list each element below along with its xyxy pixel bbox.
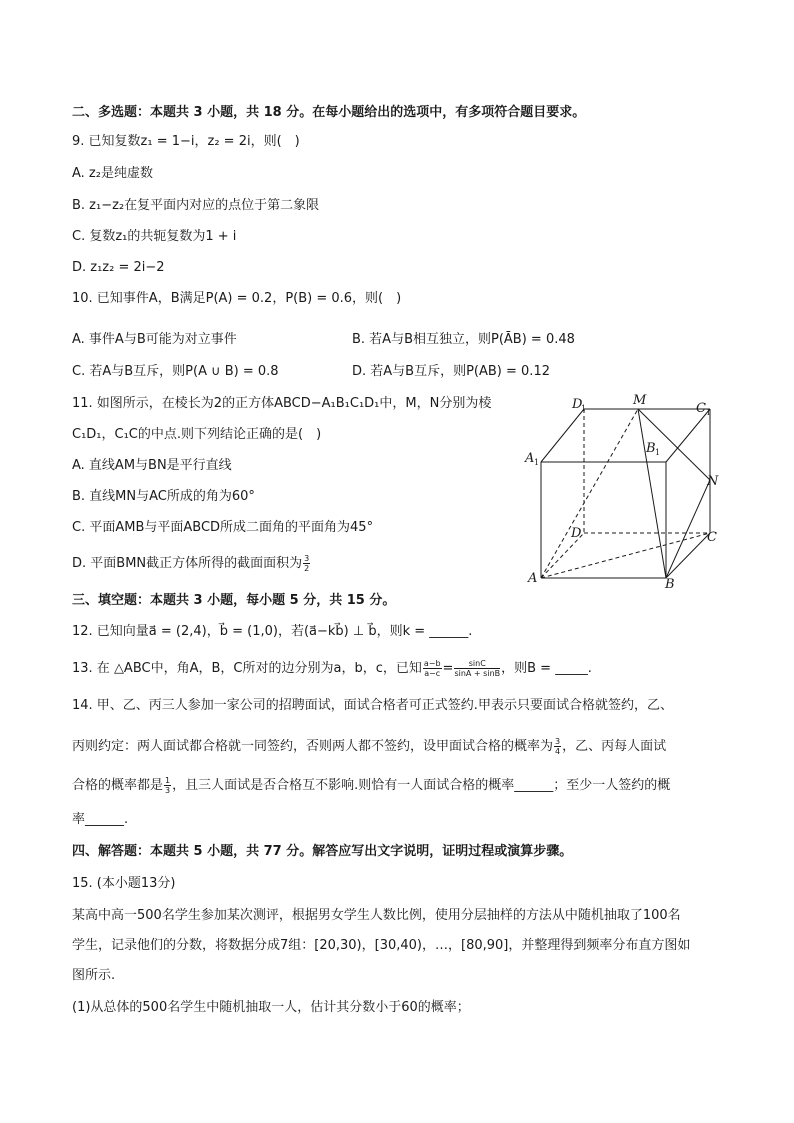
fraction-numerator: sinC (454, 659, 500, 669)
fraction-numerator: 1 (165, 776, 171, 785)
label-c1: C (696, 401, 706, 416)
q9-option-c: C. 复数z₁的共轭复数为1 + i (72, 229, 237, 244)
q14-line2-prefix: 丙则约定：两人面试都合格就一同签约，否则两人都不签约，设甲面试合格的概率为 (72, 739, 554, 754)
question-15-part1: (1)从总体的500名学生中随机抽取一人，估计其分数小于60的概率； (72, 1000, 470, 1015)
q11-option-d (72, 554, 311, 573)
label-b1: B (646, 441, 656, 456)
question-14-line4: 率______. (72, 812, 129, 827)
edge-b-c (666, 533, 710, 578)
section-2-header: 二、多选题：本题共 3 小题，共 18 分。在每小题给出的选项中，有多项符合题目要求。 (72, 105, 586, 120)
question-15-line3: 图所示. (72, 968, 116, 983)
label-b: B (665, 577, 675, 592)
q13-suffix: ，则B = _____. (501, 661, 592, 676)
label-c: C (707, 530, 717, 545)
fraction-numerator: 3 (555, 737, 561, 746)
question-14-line1: 14. 甲、乙、丙三人参加一家公司的招聘面试，面试合格者可正式签约.甲表示只要面试合格就签约，乙、 (72, 698, 673, 713)
question-9-stem: 9. 已知复数z₁ = 1−i，z₂ = 2i，则( ) (72, 134, 300, 149)
question-15-line1: 某高中高一500名学生参加某次测评，根据男女学生人数比例，使用分层抽样的方法从中随机抽取了100名 (72, 908, 681, 923)
q13-equals: = (442, 661, 454, 676)
fraction-3-over-4 (554, 737, 561, 756)
q9-option-a: A. z₂是纯虚数 (72, 166, 153, 181)
question-11-stem-line1: 11. 如图所示，在棱长为2的正方体ABCD−A₁B₁C₁D₁中，M，N分别为棱 (72, 396, 492, 411)
fraction-3-over-2 (303, 554, 310, 573)
q11-option-b: B. 直线MN与AC所成的角为60° (72, 489, 255, 504)
q14-line3-prefix: 合格的概率都是 (72, 778, 164, 793)
question-15-title: 15. (本小题13分) (72, 876, 176, 891)
fraction-numerator: 3 (304, 554, 310, 563)
label-d: D (571, 526, 582, 541)
fraction-sin-ratio (454, 659, 500, 678)
q10-option-c: C. 若A与B互斥，则P(A ∪ B) = 0.8 (72, 364, 279, 379)
question-13 (72, 659, 592, 678)
q10-option-d: D. 若A与B互斥，则P(AB) = 0.12 (352, 364, 550, 379)
label-d1: D (572, 397, 583, 412)
edge-d1-a1 (541, 409, 584, 462)
q9-option-b: B. z₁−z₂在复平面内对应的点位于第二象限 (72, 198, 320, 213)
section-4-header: 四、解答题：本题共 5 小题，共 77 分。解答应写出文字说明，证明过程或演算步骤。 (72, 844, 573, 859)
q9-option-d: D. z₁z₂ = 2i−2 (72, 260, 165, 275)
label-a: A (528, 571, 538, 586)
q11-option-c: C. 平面AMB与平面ABCD所成二面角的平面角为45° (72, 520, 374, 535)
label-n: N (707, 474, 719, 489)
fraction-denominator: 4 (555, 747, 561, 756)
q10-option-a: A. 事件A与B可能为对立事件 (72, 332, 237, 347)
q11-option-a: A. 直线AM与BN是平行直线 (72, 458, 232, 473)
label-a1: A (525, 451, 535, 466)
fraction-denominator: a−c (424, 669, 441, 678)
hidden-line-a-c (541, 533, 710, 578)
hidden-line-a-m (541, 409, 638, 578)
question-12: 12. 已知向量a⃗ = (2,4)，b⃗ = (1,0)，若(a⃗−kb⃗) ⊥ b⃗，则k = ______. (72, 624, 473, 639)
fraction-denominator: 2 (304, 564, 310, 573)
q10-option-b: B. 若A与B相互独立，则P(ĀB) = 0.48 (352, 332, 575, 347)
edge-c1-b1 (666, 409, 710, 462)
cube-figure (520, 392, 730, 592)
question-10-stem: 10. 已知事件A，B满足P(A) = 0.2，P(B) = 0.6，则( ) (72, 291, 402, 306)
line-n-b (666, 480, 710, 578)
label-b1-sub: 1 (655, 448, 661, 457)
fraction-a-b-over-a-c (423, 659, 442, 678)
fraction-denominator: 3 (165, 786, 171, 795)
fraction-1-over-3 (164, 776, 171, 795)
question-14-line2 (72, 737, 666, 756)
fraction-denominator: sinA + sinB (454, 669, 501, 678)
question-11-stem-line2: C₁D₁，C₁C的中点.则下列结论正确的是( ) (72, 427, 322, 442)
q14-line2-suffix: ，乙、丙每人面试 (562, 739, 667, 754)
question-15-line2: 学生，记录他们的分数，将数据分成7组：[20,30)，[30,40)，…，[80,90]，并整理得到频率分布直方图如 (72, 938, 691, 953)
question-14-line3 (72, 776, 670, 795)
line-m-b (638, 409, 666, 578)
q13-prefix: 13. 在 △ABC中，角A，B，C所对的边分别为a，b，c，已知 (72, 661, 422, 676)
label-m: M (633, 393, 647, 408)
fraction-numerator: a−b (423, 659, 441, 668)
section-3-header: 三、填空题：本题共 3 小题，每小题 5 分，共 15 分。 (72, 593, 396, 608)
q14-line3-suffix: ，且三人面试是否合格互不影响.则恰有一人面试合格的概率______；至少一人签约的概 (172, 778, 671, 793)
label-a1-sub: 1 (534, 458, 540, 467)
label-c1-sub: 1 (706, 408, 712, 417)
q11-option-d-text: D. 平面BMN截正方体所得的截面面积为 (72, 556, 303, 571)
label-d1-sub: 1 (581, 404, 587, 413)
